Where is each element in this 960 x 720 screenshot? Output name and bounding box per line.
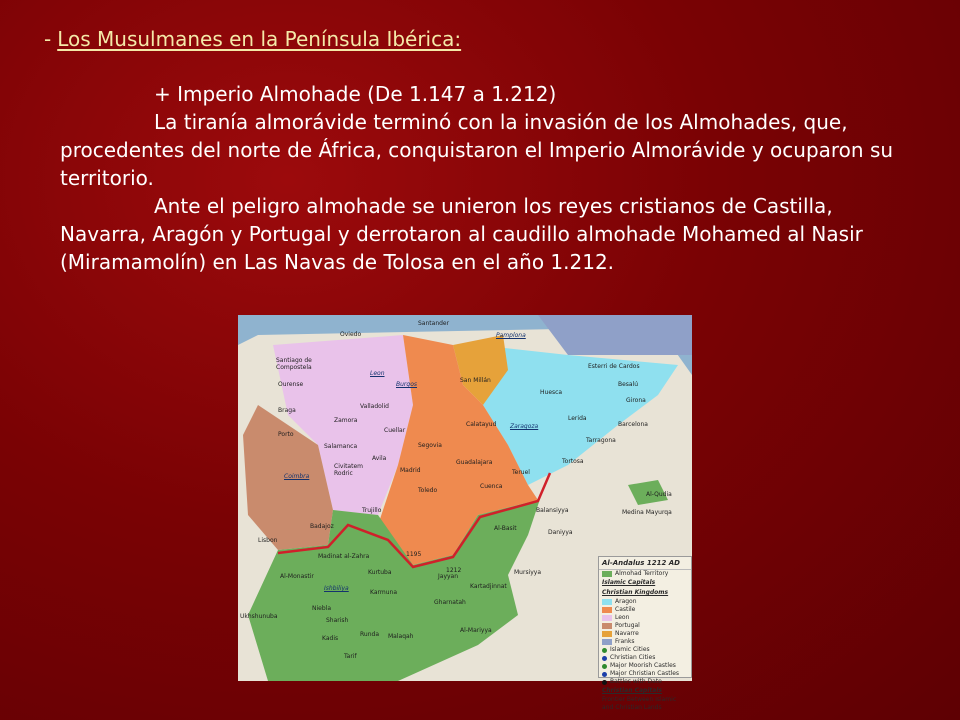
legend-title: Al-Andalus 1212 AD [599, 557, 691, 570]
legend-label: Franks [615, 638, 635, 645]
place-tortosa: Tortosa [562, 458, 584, 465]
place-lerida: Lerida [568, 415, 587, 422]
legend-symbol [599, 670, 691, 678]
place-badajoz: Badajoz [310, 523, 334, 530]
map-legend [598, 556, 692, 711]
place-huesca: Huesca [540, 389, 563, 396]
place-san-millan: San Millán [460, 377, 491, 384]
legend-frontier [599, 696, 691, 712]
legend-dot-icon [602, 648, 607, 653]
place-runda: Runda [360, 631, 379, 638]
place-teruel: Teruel [512, 469, 530, 476]
place-guadalajara: Guadalajara [456, 459, 493, 466]
place-kurtuba: Kurtuba [368, 569, 392, 576]
legend-label: Frontier Between Islamic and Christian Lands [602, 696, 677, 711]
place-tarragona: Tarragona [586, 437, 616, 444]
legend-kingdom-portugal [599, 622, 691, 630]
place-cuenca: Cuenca [480, 483, 503, 490]
place-coimbra: Coimbra [284, 473, 310, 480]
legend-swatch [602, 599, 612, 605]
place-valladolid: Valladolid [360, 403, 389, 410]
place-al-monastir: Al-Monastir [280, 573, 314, 580]
place-madinat-al-zahra: Madinat al-Zahra [318, 553, 370, 560]
place-trujillo: Trujillo [362, 507, 382, 514]
place-niebla: Niebla [312, 605, 331, 612]
place-sharish: Sharish [326, 617, 349, 624]
legend-symbol [599, 678, 691, 686]
place-girona: Girona [626, 397, 646, 404]
place-lisbon: Lisbon [258, 537, 278, 544]
place-braga: Braga [278, 407, 296, 414]
legend-dot-icon [602, 672, 607, 677]
place-oviedo: Oviedo [340, 331, 362, 338]
place-pamplona: Pamplona [496, 332, 526, 339]
place-cuellar: Cuellar [384, 427, 406, 434]
place-madrid: Madrid [400, 467, 421, 474]
slide-heading [44, 27, 461, 51]
legend-kingdom-leon [599, 614, 691, 622]
place-zamora: Zamora [334, 417, 358, 424]
place-salamanca: Salamanca [324, 443, 358, 450]
place-avila: Avila [372, 455, 387, 462]
battle-1212-label: 1212 [446, 567, 462, 574]
legend-almohad [599, 570, 691, 578]
battle-1195-label: 1195 [406, 551, 422, 558]
place-burgos: Burgos [396, 381, 417, 388]
legend-swatch [602, 631, 612, 637]
legend-kingdom-list [599, 598, 691, 646]
place-civitatem: Civitatem Rodric [334, 463, 363, 477]
legend-dot-icon [602, 680, 607, 685]
subheading: + Imperio Almohade (De 1.147 a 1.212) [154, 82, 557, 106]
place-ourense: Ourense [278, 381, 304, 388]
legend-swatch [602, 607, 612, 613]
legend-label: Portugal [615, 622, 640, 629]
place-santander: Santander [418, 320, 450, 327]
heading-dash: - [44, 27, 52, 51]
legend-swatch [602, 639, 612, 645]
legend-label: Islamic Cities [610, 646, 650, 653]
legend-swatch [602, 615, 612, 621]
place-kadis: Kadis [322, 635, 339, 642]
place-mursiyya: Mursiyya [514, 569, 542, 576]
place-besalu: Besalú [618, 381, 639, 388]
legend-label: Castile [615, 606, 636, 613]
legend-label: Aragon [615, 598, 637, 605]
place-tarif: Tarif [344, 653, 357, 660]
legend-label: Major Moorish Castles [610, 662, 676, 669]
legend-christian-capitals: Christian Capitals [602, 687, 662, 694]
legend-label: Almohad Territory [615, 570, 669, 577]
legend-islamic-capitals: Islamic Capitals [602, 579, 656, 586]
legend-dot-icon [602, 664, 607, 669]
place-karmuna: Karmuna [370, 589, 397, 596]
legend-symbol [599, 662, 691, 670]
place-kartadjinnat: Kartadjinnat [470, 583, 507, 590]
place-malaqah: Malaqah [388, 633, 414, 640]
place-santiago: Santiago de Compostela [276, 357, 312, 371]
legend-swatch [602, 623, 612, 629]
place-al-basit: Al-Basit [494, 525, 517, 532]
place-zaragoza: Zaragoza [510, 423, 539, 430]
place-porto: Porto [278, 431, 294, 438]
place-al-qudia: Al-Qudia [646, 491, 672, 498]
legend-label: Battles with Date [610, 678, 662, 685]
legend-label: Navarre [615, 630, 639, 637]
legend-kingdom-navarre [599, 630, 691, 638]
legend-swatch-almohad [602, 571, 612, 577]
place-esterri: Esterri de Cardos [588, 363, 640, 370]
legend-kingdom-aragon [599, 598, 691, 606]
place-daniyya: Daniyya [548, 529, 573, 536]
legend-symbol-list [599, 646, 691, 686]
place-barcelona: Barcelona [618, 421, 648, 428]
heading-title: Los Musulmanes en la Península Ibérica: [57, 27, 462, 51]
paragraph-navas-de-tolosa: Ante el peligro almohade se unieron los reyes cristianos de Castilla, Navarra, Aragón y Portugal y derrotaron al caudillo almohade Mohamed al Nasir (Miramamolín) en Las Navas de Tolosa en el año 1.212. [60, 194, 863, 274]
paragraph-almohad-invasion: La tiranía almorávide terminó con la invasión de los Almohades, que, procedentes del norte de África, conquistaron el Imperio Almorávide y ocuparon su territorio. [60, 110, 894, 190]
legend-label: Leon [615, 614, 630, 621]
legend-dot-icon [602, 656, 607, 661]
place-balansiyya: Balansiyya [536, 507, 569, 514]
place-toledo: Toledo [418, 487, 438, 494]
legend-symbol [599, 646, 691, 654]
place-gharnatah: Gharnatah [434, 599, 466, 606]
place-ishbiliya: Ishbiliya [324, 585, 349, 592]
place-medina-mayurqa: Medina Mayurqa [622, 509, 672, 516]
iberia-map-1212 [238, 315, 692, 711]
place-al-mariyya: Al-Mariyya [460, 627, 492, 634]
place-jayyan: Jayyan [438, 573, 459, 580]
place-leon: Leon [370, 370, 385, 377]
legend-kingdom-franks [599, 638, 691, 646]
legend-christian-kingdoms: Christian Kingdoms [602, 589, 669, 596]
legend-kingdom-castile [599, 606, 691, 614]
place-segovia: Segovia [418, 442, 442, 449]
legend-label: Major Christian Castles [610, 670, 680, 677]
slide-body [60, 80, 920, 276]
place-ukhshunuba: Ukhshunuba [240, 613, 278, 620]
legend-symbol [599, 654, 691, 662]
place-calatayud: Calatayud [466, 421, 497, 428]
legend-label: Christian Cities [610, 654, 656, 661]
